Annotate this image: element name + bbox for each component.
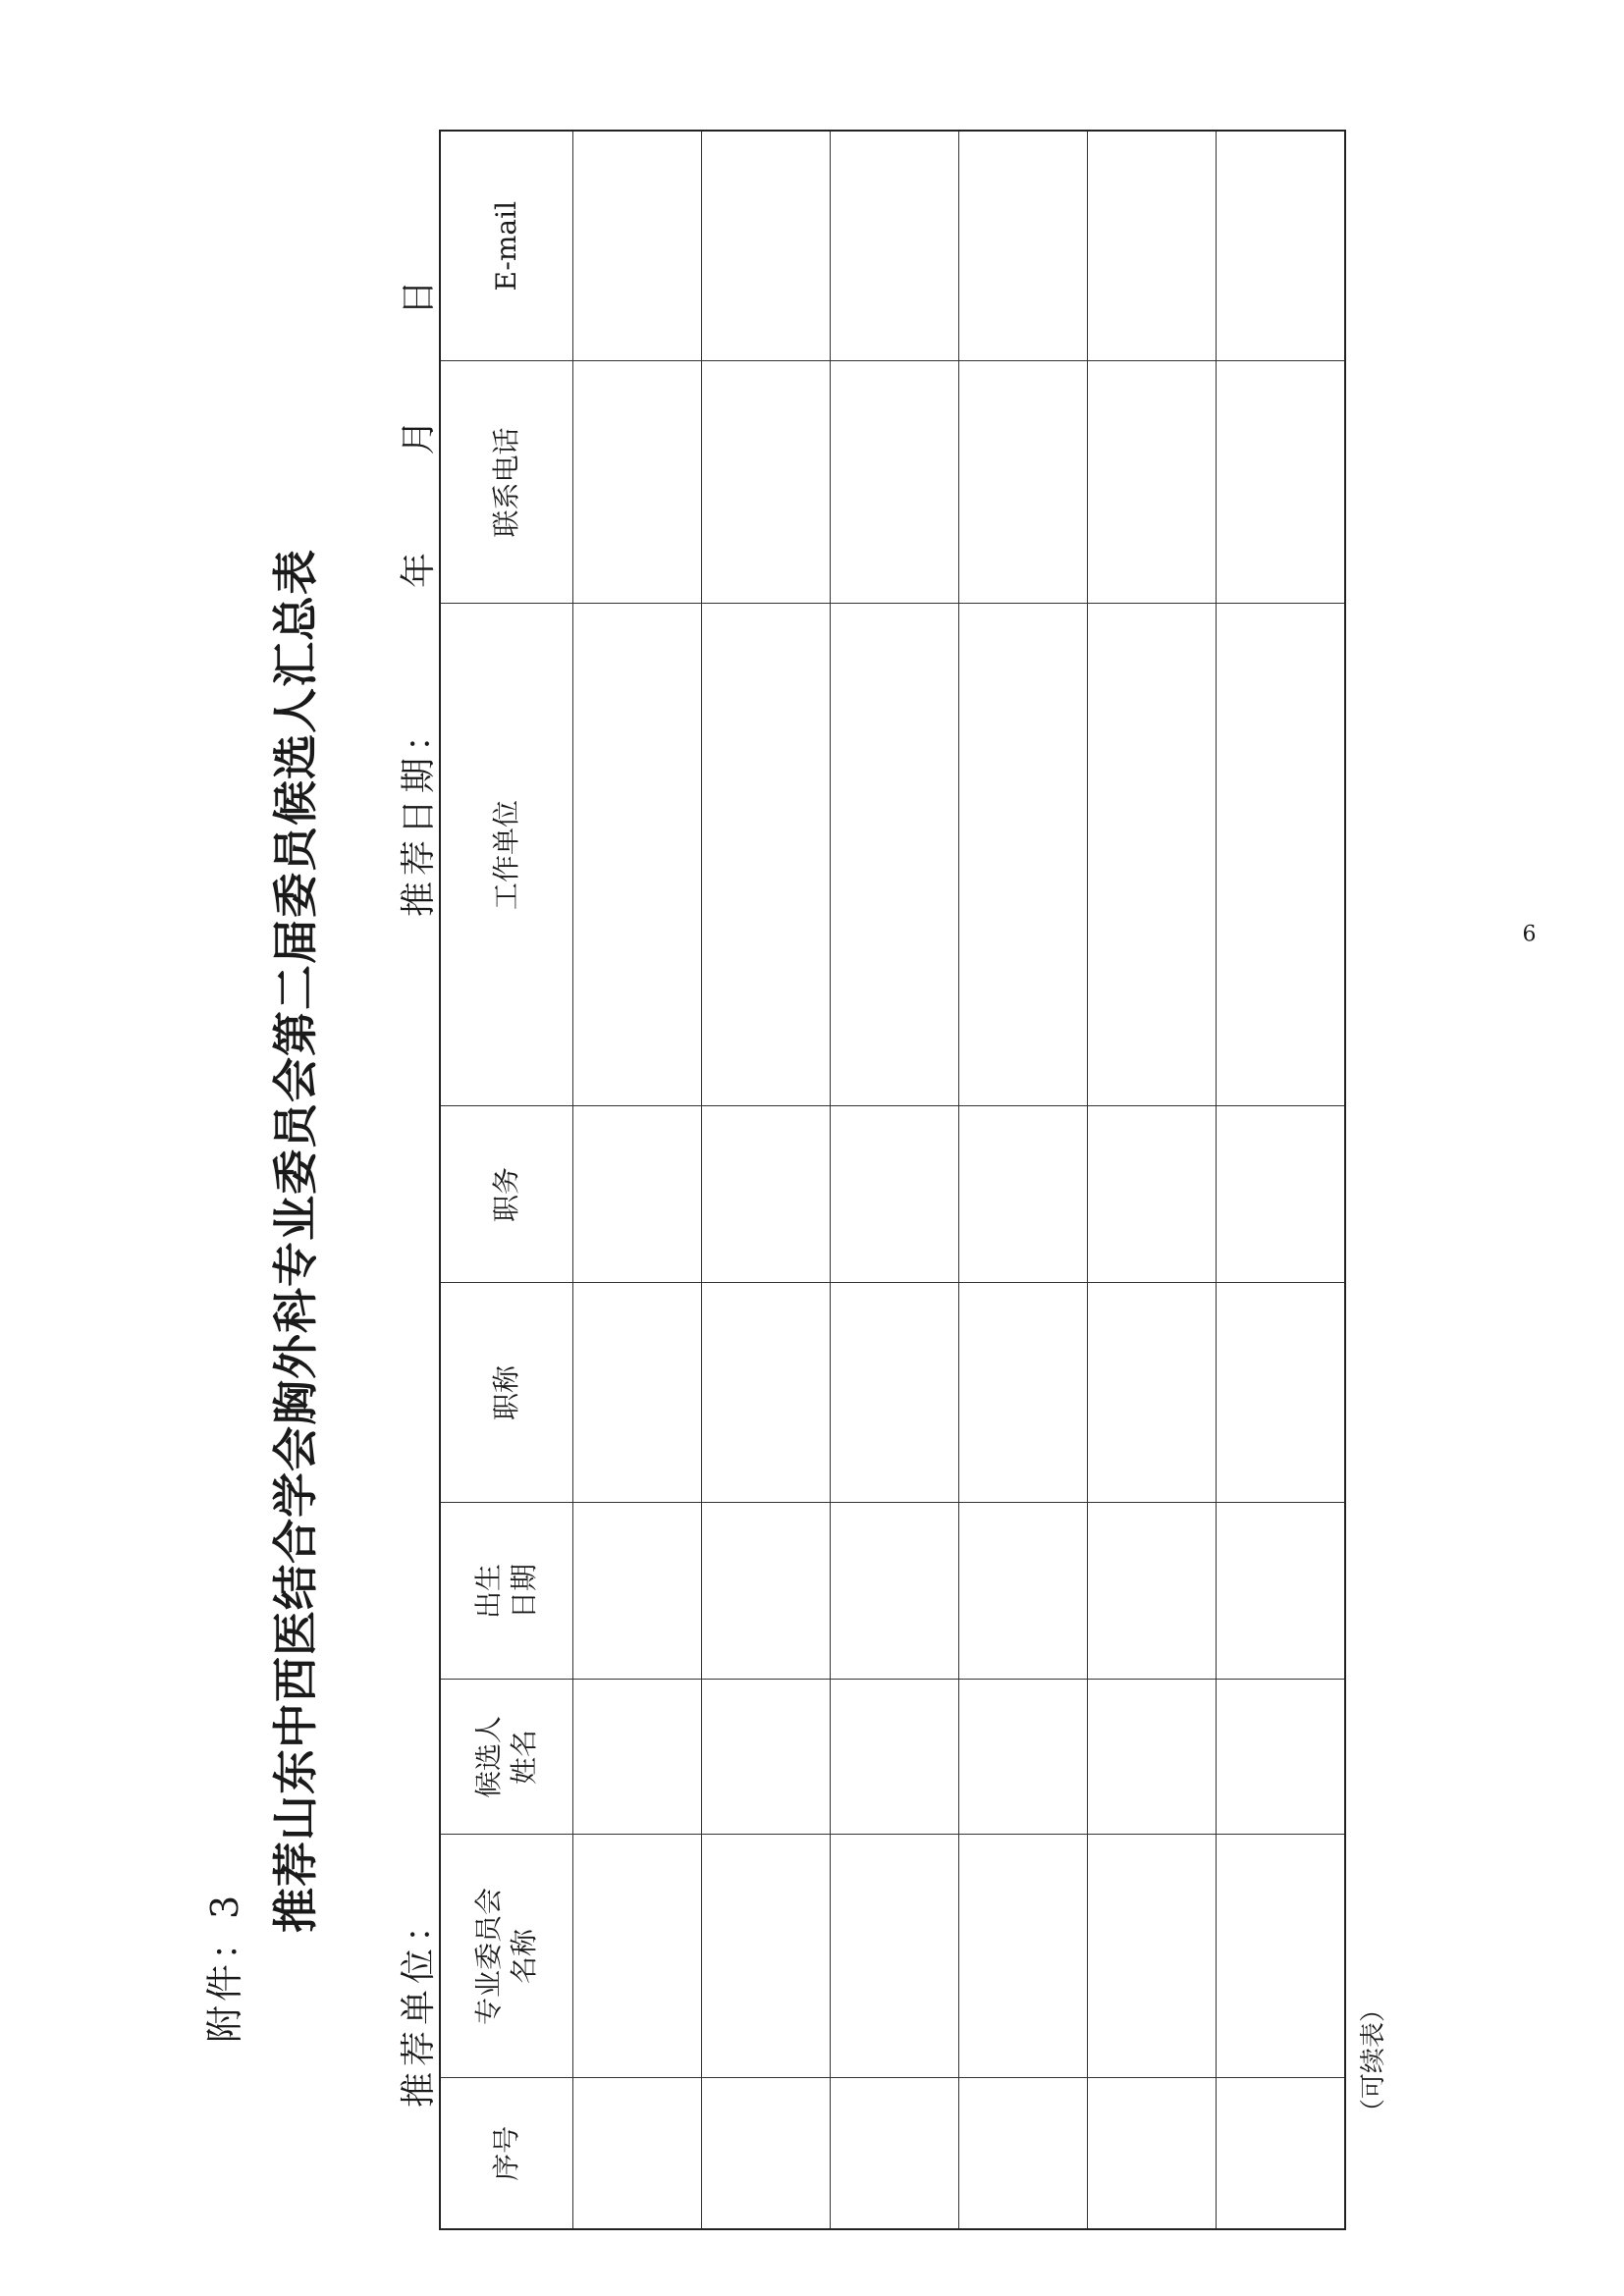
table-cell-employer <box>573 604 702 1106</box>
table-cell-birth <box>959 1503 1088 1680</box>
recommend-date-label: 推荐日期： <box>399 710 439 917</box>
table-cell-candidate <box>1217 1680 1346 1835</box>
table-row <box>702 131 831 2229</box>
month-label: 月 <box>399 419 439 455</box>
continuation-note: （可续表） <box>1359 1996 1388 2124</box>
table-cell-title <box>831 1283 959 1503</box>
table-row <box>1088 131 1217 2229</box>
table-cell-email <box>1217 131 1346 361</box>
table-cell-phone <box>959 361 1088 604</box>
candidate-summary-table <box>439 130 1346 2230</box>
table-cell-phone <box>831 361 959 604</box>
table-cell-phone <box>1088 361 1217 604</box>
table-cell-seq <box>573 2078 702 2229</box>
header-committee-name: 专业委员会 名称 <box>440 1835 573 2078</box>
table-cell-committee <box>831 1835 959 2078</box>
table-cell-seq <box>831 2078 959 2229</box>
table-header-row <box>440 131 573 2229</box>
table-cell-birth <box>1217 1503 1346 1680</box>
table-cell-committee <box>573 1835 702 2078</box>
table-cell-candidate <box>831 1680 959 1835</box>
table-cell-email <box>573 131 702 361</box>
table-cell-birth <box>702 1503 831 1680</box>
table-row <box>959 131 1088 2229</box>
table-cell-position <box>959 1106 1088 1283</box>
table-cell-employer <box>831 604 959 1106</box>
table-cell-employer <box>959 604 1088 1106</box>
table-cell-birth <box>831 1503 959 1680</box>
table-cell-employer <box>1088 604 1217 1106</box>
table-cell-position <box>1088 1106 1217 1283</box>
table-row <box>573 131 702 2229</box>
page-number: 6 <box>1522 922 1537 947</box>
table-cell-candidate <box>1088 1680 1217 1835</box>
table-cell-position <box>573 1106 702 1283</box>
table-cell-title <box>1088 1283 1217 1503</box>
header-professional-title: 职称 <box>440 1283 573 1503</box>
header-phone: 联系电话 <box>440 361 573 604</box>
table-cell-candidate <box>959 1680 1088 1835</box>
table-cell-email <box>959 131 1088 361</box>
header-position: 职务 <box>440 1106 573 1283</box>
table-cell-email <box>702 131 831 361</box>
header-employer: 工作单位 <box>440 604 573 1106</box>
table-cell-committee <box>702 1835 831 2078</box>
attachment-label: 附件：3 <box>203 1891 246 2043</box>
table-cell-candidate <box>702 1680 831 1835</box>
table-row <box>831 131 959 2229</box>
table-cell-email <box>1088 131 1217 361</box>
table-cell-title <box>959 1283 1088 1503</box>
table-cell-seq <box>959 2078 1088 2229</box>
table-cell-phone <box>573 361 702 604</box>
table-cell-employer <box>1217 604 1346 1106</box>
table-cell-committee <box>959 1835 1088 2078</box>
recommending-unit-label: 推荐单位： <box>399 1900 439 2108</box>
header-birth-date: 出生 日期 <box>440 1503 573 1680</box>
table-cell-title <box>1217 1283 1346 1503</box>
table-cell-title <box>702 1283 831 1503</box>
table-cell-phone <box>702 361 831 604</box>
header-candidate-name: 候选人 姓名 <box>440 1680 573 1835</box>
table-cell-seq <box>1217 2078 1346 2229</box>
date-fields <box>391 280 441 588</box>
table-cell-seq <box>1088 2078 1217 2229</box>
header-email: E-mail <box>440 131 573 361</box>
document-title: 推荐山东中西医结合学会胸外科专业委员会第二届委员候选人汇总表 <box>269 549 322 1933</box>
table-cell-email <box>831 131 959 361</box>
table-cell-candidate <box>573 1680 702 1835</box>
day-label: 日 <box>399 280 439 316</box>
table-cell-seq <box>702 2078 831 2229</box>
table-cell-position <box>1217 1106 1346 1283</box>
table-cell-position <box>702 1106 831 1283</box>
table-cell-committee <box>1217 1835 1346 2078</box>
table-cell-birth <box>573 1503 702 1680</box>
table-cell-employer <box>702 604 831 1106</box>
year-label: 年 <box>399 552 439 588</box>
table-cell-birth <box>1088 1503 1217 1680</box>
table-cell-title <box>573 1283 702 1503</box>
table-cell-phone <box>1217 361 1346 604</box>
table-row <box>1217 131 1346 2229</box>
header-seq: 序号 <box>440 2078 573 2229</box>
table-cell-position <box>831 1106 959 1283</box>
table-cell-committee <box>1088 1835 1217 2078</box>
